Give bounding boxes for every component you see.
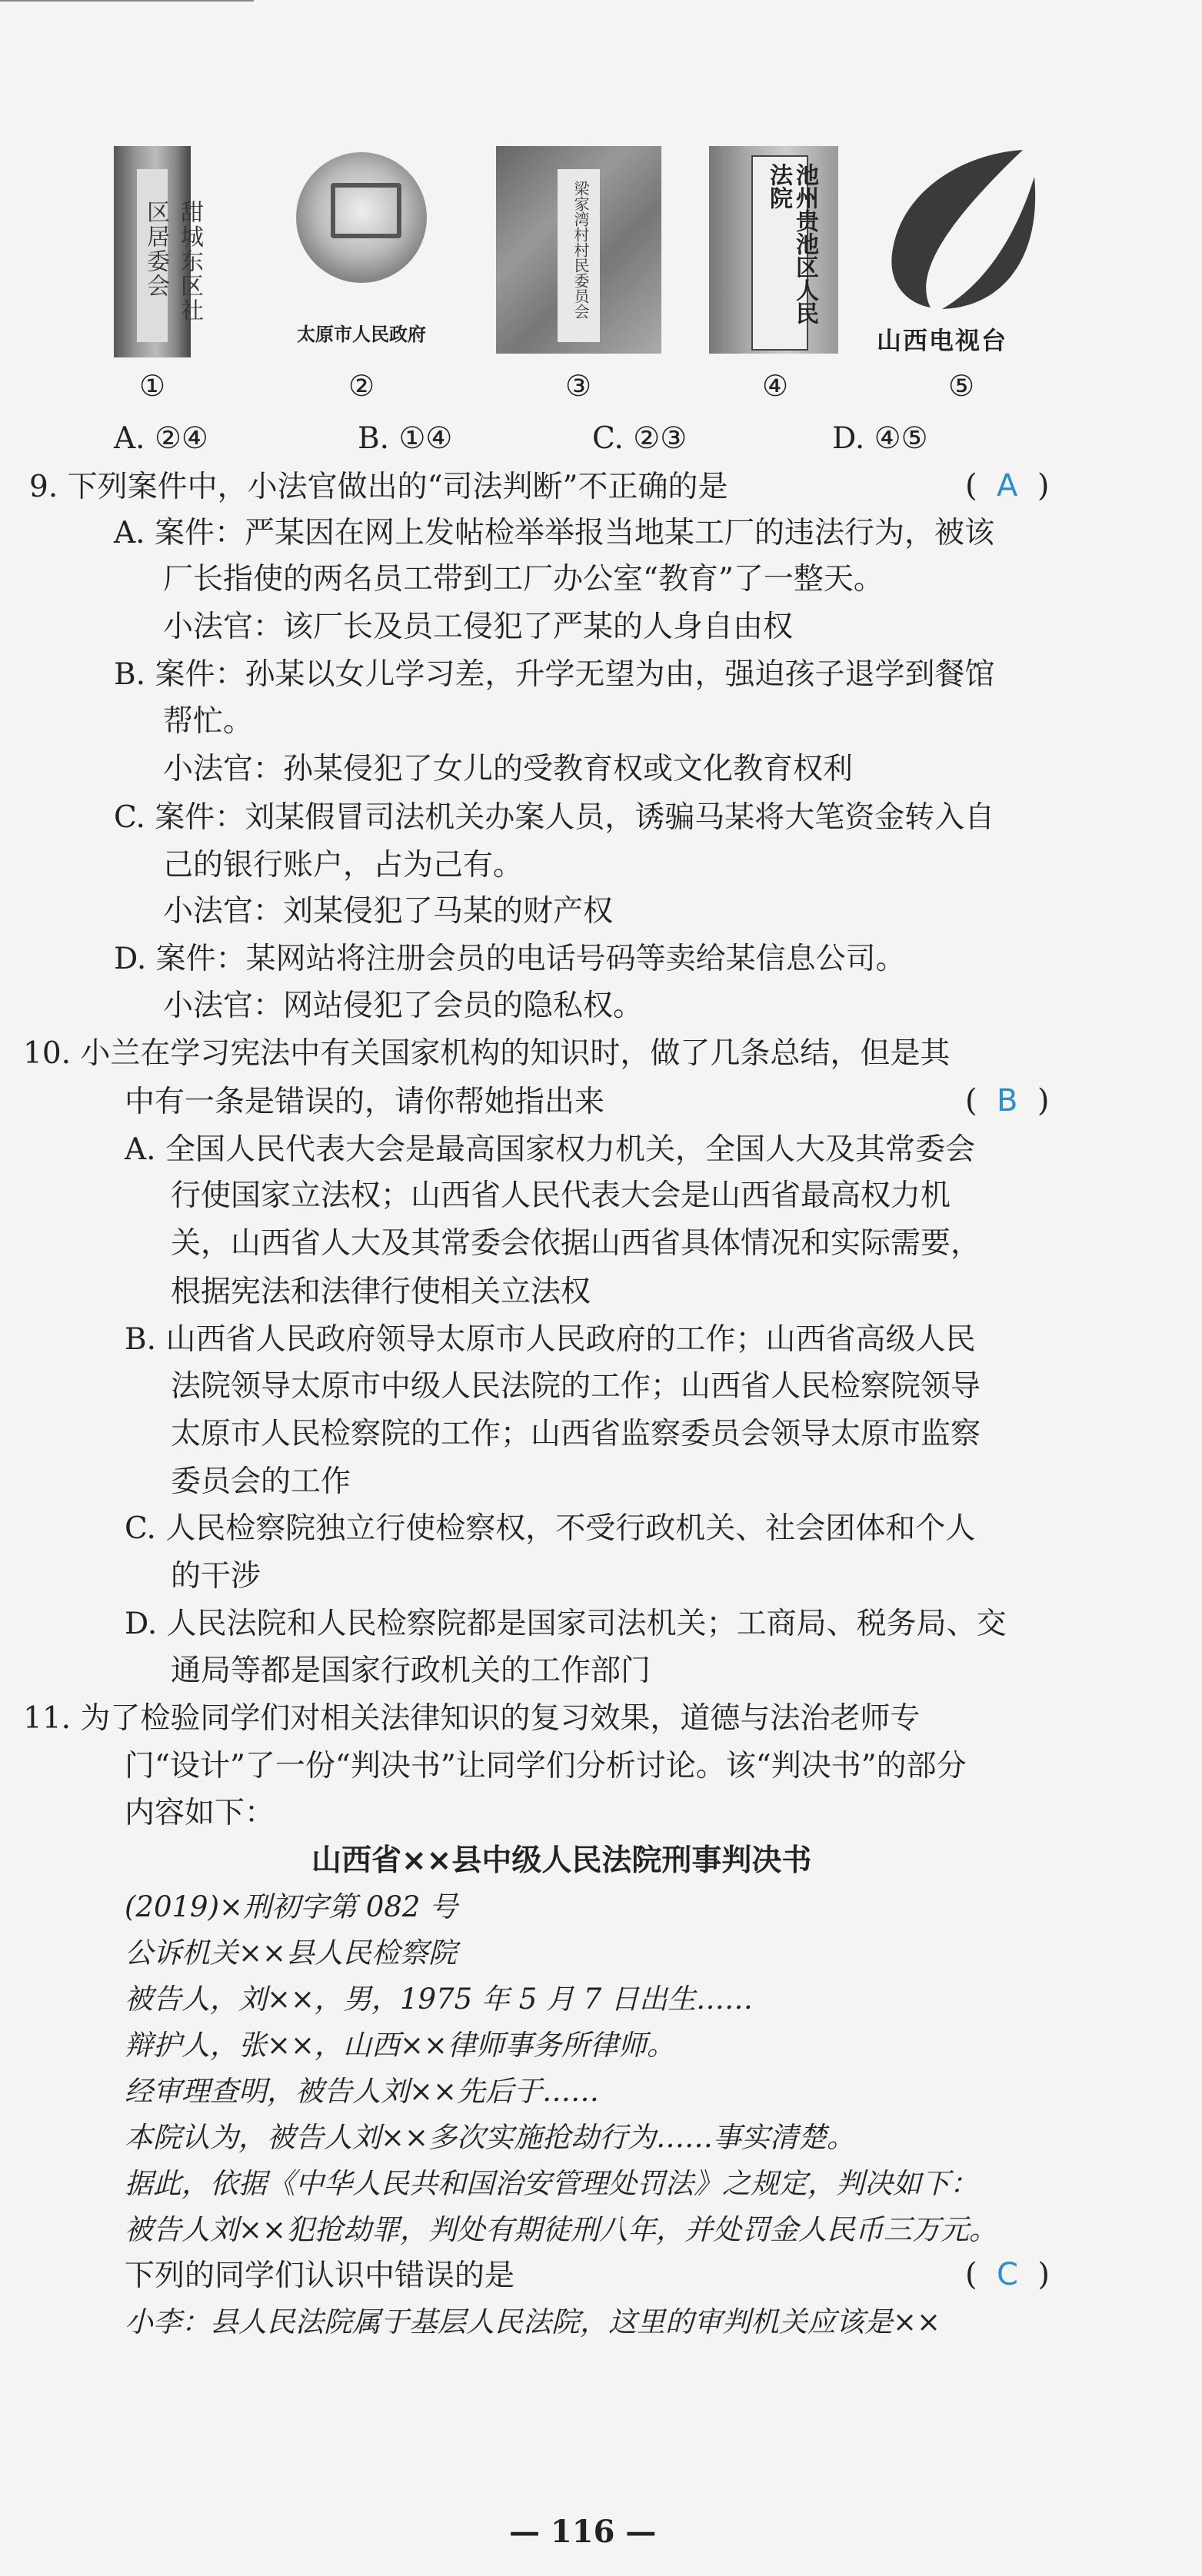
judgment-line: (2019)×刑初字第 082 号 xyxy=(125,1890,458,1923)
figure-label: ⑤ xyxy=(947,369,975,403)
q9-line: B. 案件：孙某以女儿学习差，升学无望为由，强迫孩子退学到餐馆 xyxy=(114,657,995,692)
q9-stem: 9. 下列案件中，小法官做出的“司法判断”不正确的是 xyxy=(29,470,728,504)
judgment-line: 本院认为，被告人刘××多次实施抢劫行为……事实清楚。 xyxy=(125,2121,856,2154)
q11-stem: 内容如下： xyxy=(125,1796,275,1830)
q9-line: D. 案件：某网站将注册会员的电话号码等卖给某信息公司。 xyxy=(114,942,906,976)
q9-line: 小法官：孙某侵犯了女儿的受教育权或文化教育权利 xyxy=(163,752,854,786)
q11-answer: ( C ) xyxy=(965,2257,1051,2292)
judgment-line: 据此，依据《中华人民共和国治安管理处罚法》之规定，判决如下： xyxy=(125,2167,978,2200)
q8-option-d: D. ④⑤ xyxy=(832,421,928,456)
q10-line: B. 山西省人民政府领导太原市人民政府的工作；山西省高级人民 xyxy=(125,1322,976,1357)
q9-line: A. 案件：严某因在网上发帖检举举报当地某工厂的违法行为，被该 xyxy=(114,516,994,550)
judgment-title: 山西省××县中级人民法院刑事判决书 xyxy=(311,1843,812,1878)
q10-line: A. 全国人民代表大会是最高国家权力机关，全国人大及其常委会 xyxy=(125,1132,975,1167)
photo-government-emblem xyxy=(277,146,446,354)
q9-line: 小法官：刘某侵犯了马某的财产权 xyxy=(163,894,614,929)
judgment-line: 被告人刘××犯抢劫罪，判处有期徒刑八年，并处罚金人民币三万元。 xyxy=(125,2213,998,2246)
q10-line: 行使国家立法权；山西省人民代表大会是山西省最高权力机 xyxy=(171,1178,951,1213)
q8-option-c: C. ②③ xyxy=(592,421,688,456)
q10-line: 的干涉 xyxy=(171,1559,261,1594)
q11-question: 下列的同学们认识中错误的是 xyxy=(125,2259,515,2293)
national-emblem-icon xyxy=(296,152,427,283)
q10-stem: 10. 小兰在学习宪法中有关国家机构的知识时，做了几条总结，但是其 xyxy=(23,1036,951,1071)
q10-line: 法院领导太原市中级人民法院的工作；山西省人民检察院领导 xyxy=(171,1369,981,1404)
q10-line: 委员会的工作 xyxy=(171,1464,351,1499)
top-rule xyxy=(0,0,254,2)
q10-line: 通局等都是国家行政机关的工作部门 xyxy=(171,1654,651,1688)
judgment-line: 辩护人，张××，山西××律师事务所律师。 xyxy=(125,2029,676,2062)
q9-line: 帮忙。 xyxy=(163,704,254,739)
answer-value: B xyxy=(997,1083,1018,1118)
q11-student-line: 小李：县人民法院属于基层人民法院，这里的审判机关应该是×× xyxy=(125,2305,941,2338)
figure-label: ③ xyxy=(564,369,592,403)
q8-option-a: A. ②④ xyxy=(114,421,208,456)
sign-text: 甜城东区社区居委会 xyxy=(142,200,203,323)
photo-villagers-committee xyxy=(496,146,661,354)
figure-label: ② xyxy=(348,369,375,403)
tv-station-logo xyxy=(869,146,1046,361)
sign-board xyxy=(751,155,818,351)
q9-line: 厂长指使的两名员工带到工厂办公室“教育”了一整天。 xyxy=(163,562,884,597)
q9-line: 小法官：网站侵犯了会员的隐私权。 xyxy=(163,989,644,1023)
page-number: — 116 — xyxy=(509,2514,657,2550)
q10-line: 根据宪法和法律行使相关立法权 xyxy=(171,1275,591,1309)
emblem-caption: 太原市人民政府 xyxy=(297,323,426,345)
q10-line: D. 人民法院和人民检察院都是国家司法机关；工商局、税务局、交 xyxy=(125,1607,1007,1641)
q9-answer: ( A ) xyxy=(965,468,1050,504)
figure-label: ④ xyxy=(761,369,789,403)
q8-option-b: B. ①④ xyxy=(358,421,453,456)
sign-board xyxy=(137,169,203,342)
q10-stem: 中有一条是错误的，请你帮她指出来 xyxy=(125,1085,605,1119)
q10-answer: ( B ) xyxy=(965,1083,1050,1118)
figure-label: ① xyxy=(138,369,166,403)
q11-stem: 门“设计”了一份“判决书”让同学们分析讨论。该“判决书”的部分 xyxy=(125,1749,967,1783)
photo-court xyxy=(709,146,838,354)
logo-caption: 山西电视台 xyxy=(877,326,1008,355)
judgment-line: 公诉机关××县人民检察院 xyxy=(125,1936,458,1969)
q10-line: C. 人民检察院独立行使检察权，不受行政机关、社会团体和个人 xyxy=(125,1511,976,1546)
answer-value: C xyxy=(997,2257,1018,2292)
q10-line: 太原市人民检察院的工作；山西省监察委员会领导太原市监察 xyxy=(171,1417,981,1451)
q10-line: 关，山西省人大及其常委会依据山西省具体情况和实际需要， xyxy=(171,1226,981,1261)
answer-value: A xyxy=(997,468,1018,504)
sign-text: 池州贵池区人民法院 xyxy=(765,163,818,324)
photo-residents-committee xyxy=(114,146,203,357)
judgment-line: 经审理查明，被告人刘××先后于…… xyxy=(125,2075,600,2108)
leaf-logo-icon xyxy=(869,146,1046,315)
sign-board xyxy=(558,169,600,342)
judgment-line: 被告人，刘××，男，1975 年 5 月 7 日出生…… xyxy=(125,1983,754,2016)
q9-line: 己的银行账户，占为己有。 xyxy=(163,848,524,882)
sign-text: 梁家湾村村民委员会 xyxy=(571,181,590,319)
q9-line: 小法官：该厂长及员工侵犯了严某的人身自由权 xyxy=(163,610,794,644)
q11-stem: 11. 为了检验同学们对相关法律知识的复习效果，道德与法治老师专 xyxy=(23,1701,921,1736)
q9-line: C. 案件：刘某假冒司法机关办案人员，诱骗马某将大笔资金转入自 xyxy=(114,800,995,835)
